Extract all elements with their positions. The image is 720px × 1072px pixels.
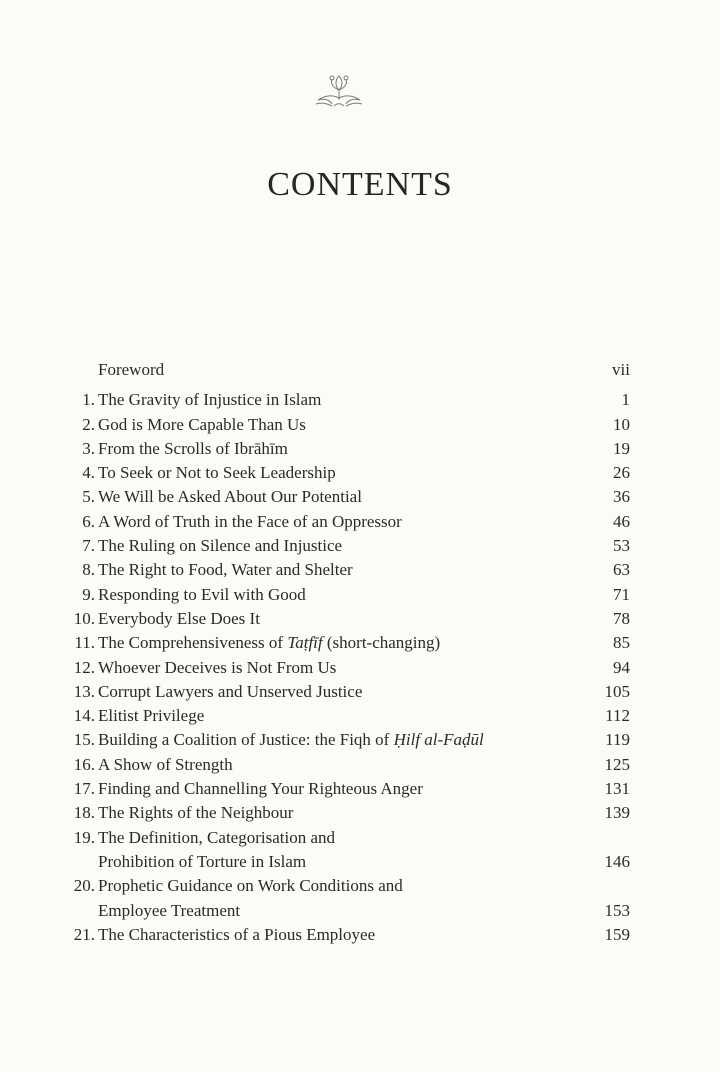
toc-entry-title-line: The Definition, Categorisation and: [98, 827, 335, 847]
toc-entry[interactable]: [40, 583, 630, 607]
toc-entry-title-text: Elitist Privilege: [98, 706, 205, 726]
toc-entry-title-text: Responding to Evil with Good: [98, 584, 306, 604]
toc-page-number: 146: [604, 851, 630, 871]
toc-entry-number: 5.: [82, 487, 95, 507]
toc-page-number: 46: [613, 511, 630, 531]
toc-page-number: 112: [605, 706, 630, 726]
toc-entry-title-text: To Seek or Not to Seek Leadership: [98, 463, 336, 483]
toc-entry-number: 4.: [82, 463, 95, 483]
toc-entry-number: 9.: [82, 584, 95, 604]
toc-entry-title-line: Prophetic Guidance on Work Conditions and: [98, 876, 403, 896]
toc-page-number: 119: [605, 730, 630, 750]
toc-entry[interactable]: [40, 437, 630, 461]
toc-entry-title-text: A Word of Truth in the Face of an Oppressor: [98, 511, 402, 531]
toc-entry-number: 8.: [82, 560, 95, 580]
toc-entry-number: 3.: [82, 438, 95, 458]
toc-entry-title-text: God is More Capable Than Us: [98, 414, 306, 434]
toc-entry-title-line: Employee Treatment: [98, 900, 241, 920]
toc-entry-title-text: From the Scrolls of Ibrāhīm: [98, 438, 288, 458]
toc-entry-title: [95, 461, 550, 485]
toc-page-number: 19: [613, 438, 630, 458]
toc-entry-number: 7.: [82, 536, 95, 556]
toc-entry[interactable]: [40, 728, 630, 752]
toc-entry-title: [95, 607, 550, 631]
toc-entry-title-text: A Show of Strength: [98, 754, 233, 774]
toc-entry[interactable]: [40, 607, 630, 631]
toc-entry[interactable]: [40, 801, 630, 825]
toc-page-number: 26: [613, 463, 630, 483]
toc-page-number: 78: [613, 608, 630, 628]
toc-entry-title-text: The Gravity of Injustice in Islam: [98, 390, 322, 410]
toc-entry[interactable]: [40, 923, 630, 947]
toc-page-number: 53: [613, 536, 630, 556]
toc-entry-title-text: The Characteristics of a Pious Employee: [98, 924, 376, 944]
toc-entry[interactable]: [40, 826, 630, 875]
toc-entry-title: [95, 388, 550, 412]
floral-ornament-icon: [310, 70, 368, 110]
toc-entry-title-italic: Taṭfīf: [287, 633, 323, 653]
table-of-contents: [40, 358, 630, 947]
toc-entry-title-text: The Rights of the Neighbour: [98, 803, 294, 823]
toc-entry-title: [95, 583, 550, 607]
toc-entry-title-text: Finding and Channelling Your Righteous Anger: [98, 779, 423, 799]
toc-entry-title: [95, 558, 550, 582]
toc-entry[interactable]: [40, 753, 630, 777]
toc-entry-title-text: (short-changing): [322, 633, 441, 653]
toc-entry-number: 16.: [73, 754, 95, 774]
toc-entry-title: [95, 704, 550, 728]
page-title: CONTENTS: [267, 166, 453, 203]
toc-entry-title: [95, 534, 550, 558]
toc-entry-title-text: We Will be Asked About Our Potential: [98, 487, 362, 507]
toc-entry-number: 1.: [82, 390, 95, 410]
toc-entry-title: [95, 680, 550, 704]
toc-entry-number: 17.: [73, 779, 95, 799]
toc-entry[interactable]: [40, 874, 630, 923]
toc-entry-title: [95, 753, 550, 777]
toc-entry-title: [95, 826, 550, 875]
toc-entry-title-text: The Ruling on Silence and Injustice: [98, 536, 343, 556]
toc-entry-number: 12.: [73, 657, 95, 677]
toc-entry[interactable]: [40, 510, 630, 534]
toc-page-number: 36: [613, 487, 630, 507]
toc-entry-title: [95, 437, 550, 461]
toc-entry-title: [95, 485, 550, 509]
toc-page-number: 105: [604, 681, 630, 701]
toc-entry-number: 20.: [73, 876, 95, 896]
toc-entry[interactable]: [40, 656, 630, 680]
toc-entry-title-text: Whoever Deceives is Not From Us: [98, 657, 337, 677]
toc-entry[interactable]: [40, 558, 630, 582]
toc-page-number: 159: [604, 924, 630, 944]
toc-entry[interactable]: [40, 534, 630, 558]
toc-entry-number: 15.: [73, 730, 95, 750]
toc-entry-title-line: Prohibition of Torture in Islam: [98, 851, 307, 871]
toc-page-number: 1: [621, 390, 630, 410]
toc-entry[interactable]: [40, 680, 630, 704]
toc-entry-number: 18.: [73, 803, 95, 823]
toc-entry-title: [95, 923, 550, 947]
toc-entry[interactable]: [40, 388, 630, 412]
toc-page-number: 71: [613, 584, 630, 604]
toc-page-number: 139: [604, 803, 630, 823]
toc-entry[interactable]: [40, 704, 630, 728]
toc-entry-title: [95, 656, 550, 680]
toc-entry-title: [95, 728, 550, 752]
toc-entry-foreword[interactable]: [40, 358, 630, 382]
toc-entry-title-text: Building a Coalition of Justice: the Fiqh of: [98, 730, 394, 750]
toc-entry-title: [95, 631, 550, 655]
toc-entry-number: 21.: [73, 924, 95, 944]
toc-page-number: 85: [613, 633, 630, 653]
toc-entry-title-text: The Right to Food, Water and Shelter: [98, 560, 353, 580]
toc-entry-title-text: Corrupt Lawyers and Unserved Justice: [98, 681, 363, 701]
toc-entry-number: 19.: [73, 827, 95, 847]
toc-entry[interactable]: [40, 485, 630, 509]
toc-entry[interactable]: [40, 631, 630, 655]
toc-entry-title: [95, 777, 550, 801]
toc-entry-number: 2.: [82, 414, 95, 434]
toc-page-number: vii: [612, 360, 630, 379]
toc-page-number: 125: [604, 754, 630, 774]
toc-page-number: 94: [613, 657, 630, 677]
toc-entry[interactable]: [40, 777, 630, 801]
toc-entry-number: 6.: [82, 511, 95, 531]
toc-entry-title: Foreword: [98, 360, 165, 379]
toc-entry-title: [95, 510, 550, 534]
toc-entry[interactable]: [40, 461, 630, 485]
toc-entry-number: 14.: [73, 706, 95, 726]
toc-page-number: 63: [613, 560, 630, 580]
toc-entry[interactable]: [40, 413, 630, 437]
toc-page-number: 131: [604, 779, 630, 799]
toc-entry-number: 11.: [74, 633, 95, 653]
toc-entry-title-italic: Ḥilf al-Faḍūl: [393, 730, 484, 750]
toc-entry-number: 10.: [73, 608, 95, 628]
toc-entry-title: [95, 801, 550, 825]
toc-entry-number: 13.: [73, 681, 95, 701]
toc-entry-title: [95, 874, 550, 923]
toc-page-number: 153: [604, 900, 630, 920]
toc-entry-title-text: The Comprehensiveness of: [98, 633, 288, 653]
toc-entry-title: [95, 413, 550, 437]
toc-entry-title-text: Everybody Else Does It: [98, 608, 260, 628]
toc-page-number: 10: [613, 414, 630, 434]
